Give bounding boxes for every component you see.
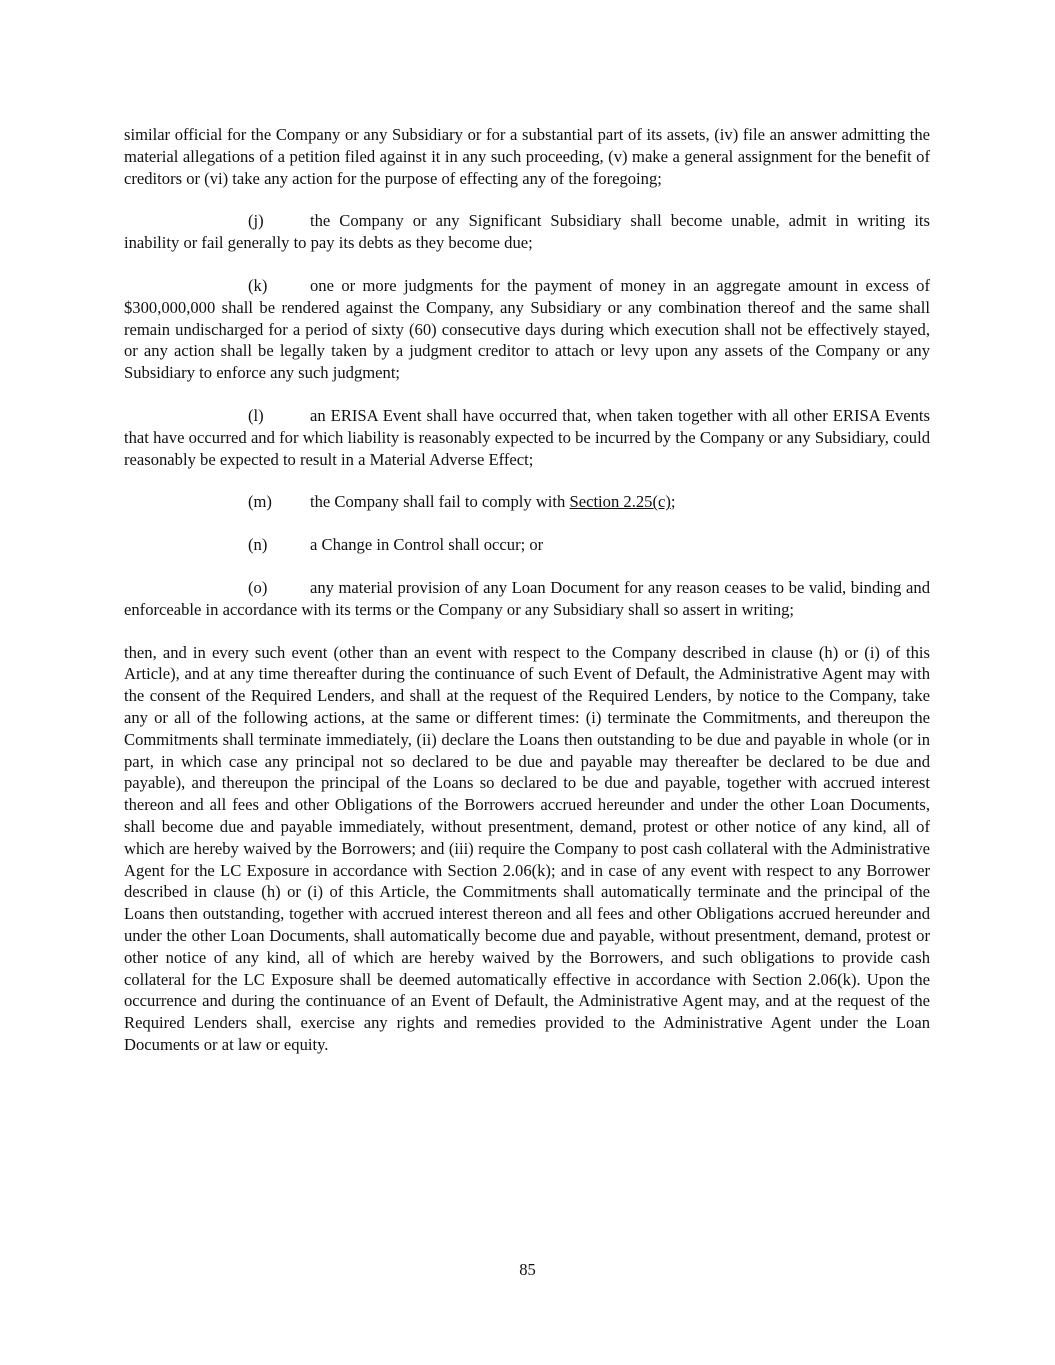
clause-m-text: the Company shall fail to comply with (310, 492, 570, 512)
clause-m-mark: (m) (248, 492, 272, 512)
remedies-paragraph: then, and in every such event (other than an event with respect to the Company described in clause (h) or (i) of this Article), and at any time thereafter during the continuance of such Event of Default, the Administrative Agent may with the consent of the Required Lenders, and shall at the request of the Required Lenders, by notice to the Company, take any or all of the following actions, at the same or different times: (i) terminate the Commitments, and thereupon the Commitments shall terminate immediately, (ii) declare the Loans then outstanding to be due and payable in whole (or in part, in which case any principal not so declared to be due and payable may thereafter be declared to be due and payable), and thereupon the principal of the Loans so declared to be due and payable, together with accrued interest thereon and all fees and other Obligations of the Borrowers accrued hereunder and under the other Loan Documents, shall become due and payable immediately, without presentment, demand, protest or other notice of any kind, all of which are hereby waived by the Borrowers; and (iii) require the Company to post cash collateral with the Administrative Agent for the LC Exposure in accordance with Section 2.06(k); and in case of any event with respect to any Borrower described in clause (h) or (i) of this Article, the Commitments shall automatically terminate and the principal of the Loans then outstanding, together with accrued interest thereon and all fees and other Obligations accrued hereunder and under the other Loan Documents, shall automatically become due and payable, without presentment, demand, protest or other notice of any kind, all of which are hereby waived by the Borrowers, and such obligations to provide cash collateral for the LC Exposure shall be deemed automatically effective in accordance with Section 2.06(k). Upon the occurrence and during the continuance of an Event of Default, the Administrative Agent may, and at the request of the Required Lenders shall, exercise any rights and remedies provided to the Administrative Agent under the Loan Documents or at law or equity. (124, 642, 930, 1054)
clause-o-text: any material provision of any Loan Document for any reason ceases to be valid, binding and enforceable in accordance with its terms or the Company or any Subsidiary shall so assert in writing; (124, 577, 930, 619)
clause-k-text: one or more judgments for the payment of money in an aggregate amount in excess of $300,000,000 shall be rendered against the Company, any Subsidiary or any combination thereof and the same shall remain undischarged for a period of sixty (60) consecutive days during which execution shall not be effectively stayed, or any action shall be legally taken by a judgment creditor to attach or levy upon any assets of the Company or any Subsidiary to enforce any such judgment; (124, 275, 930, 383)
clause-j-text: the Company or any Significant Subsidiary shall become unable, admit in writing its inability or fail generally to pay its debts as they become due; (124, 211, 930, 253)
clause-n (124, 534, 930, 556)
clause-n-text: a Change in Control shall occur; or (310, 535, 544, 555)
intro-paragraph: similar official for the Company or any Subsidiary or for a substantial part of its assets, (iv) file an answer admitting the material allegations of a petition filed against it in any such proceeding, (v) make a general assignment for the benefit of creditors or (vi) take any action for the purpose of effecting any of the foregoing; (124, 125, 930, 188)
page-number: 85 (519, 1260, 536, 1279)
clause-l-mark: (l) (248, 405, 264, 425)
clause-j-mark: (j) (248, 211, 264, 231)
clause-o-mark: (o) (248, 577, 268, 597)
clause-l (124, 405, 930, 470)
clause-m (124, 491, 930, 513)
clause-k (124, 275, 930, 384)
clause-j (124, 210, 930, 254)
clause-k-mark: (k) (248, 275, 268, 295)
clause-l-text: an ERISA Event shall have occurred that, when taken together with all other ERISA Events that have occurred and for which liability is reasonably expected to be incurred by the Company or any Subsidiary, could reasonably be expected to result in a Material Adverse Effect; (124, 405, 930, 469)
section-reference-link[interactable]: Section 2.25(c) (569, 492, 671, 512)
clause-o (124, 577, 930, 621)
clause-m-punctuation: ; (670, 492, 676, 512)
clause-n-mark: (n) (248, 535, 268, 555)
document-page (124, 124, 930, 1056)
